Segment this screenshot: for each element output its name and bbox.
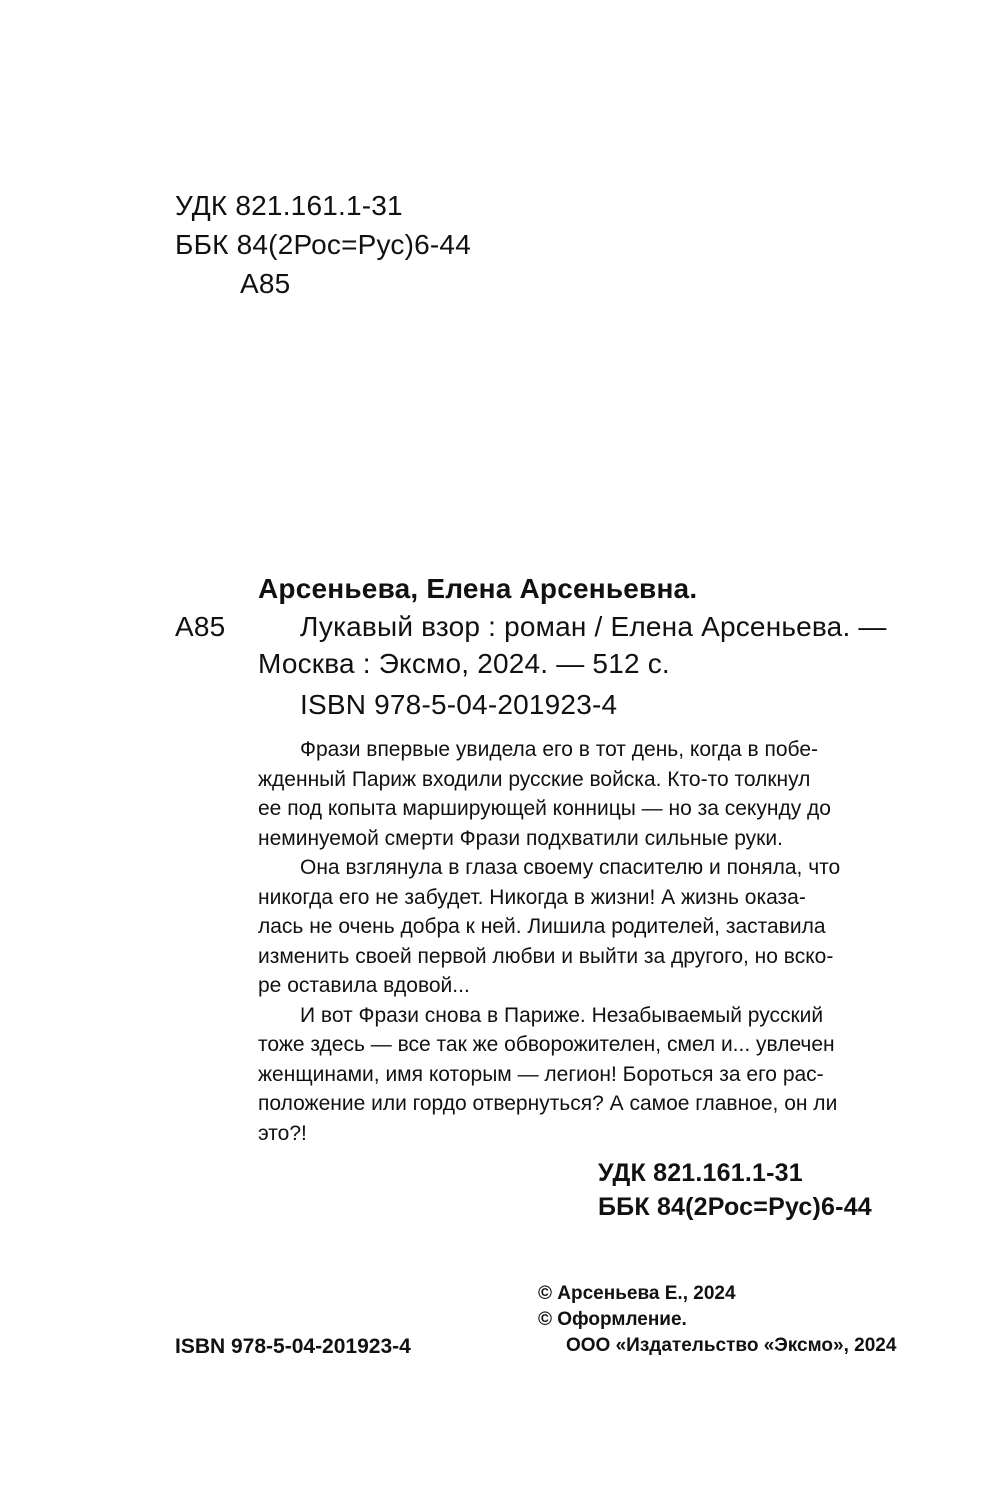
annotation-line: ее под копыта марширующей конницы — но за секунду до <box>258 797 831 820</box>
isbn-bottom: ISBN 978-5-04-201923-4 <box>175 1335 411 1358</box>
isbn-main: ISBN 978-5-04-201923-4 <box>300 689 618 720</box>
annotation-line: положение или гордо отвернуться? А самое главное, он ли <box>258 1092 838 1115</box>
author-code-side: А85 <box>175 611 226 642</box>
annotation-line: И вот Фрази снова в Париже. Незабываемый русский <box>300 1003 824 1027</box>
copyright-author: © Арсеньева Е., 2024 <box>538 1283 736 1304</box>
udk-code-bottom: УДК 821.161.1-31 <box>598 1159 803 1187</box>
annotation <box>258 735 890 1148</box>
annotation-line: ре оставила вдовой... <box>258 974 470 997</box>
annotation-line: неминуемой смерти Фрази подхватили сильные руки. <box>258 826 783 850</box>
copyright-design: © Оформление. <box>538 1309 687 1330</box>
title-line-2: Москва : Эксмо, 2024. — 512 с. <box>258 648 670 679</box>
annotation-line: Фрази впервые увидела его в тот день, когда в побе- <box>300 738 818 761</box>
annotation-line: жденный Париж входили русские войска. Кто-то толкнул <box>258 767 811 791</box>
title-line-1: Лукавый взор : роман / Елена Арсеньева. — <box>300 611 887 642</box>
annotation-line: это?! <box>258 1121 307 1145</box>
annotation-line: женщинами, имя которым — легион! Бороться за его рас- <box>258 1062 824 1086</box>
annotation-line: Она взглянула в глаза своему спасителю и поняла, что <box>300 856 841 879</box>
annotation-line: изменить своей первой любви и выйти за другого, но вско- <box>258 944 834 968</box>
bbk-code-bottom: ББК 84(2Рос=Рус)6-44 <box>598 1193 872 1221</box>
annotation-line: лась не очень добра к ней. Лишила родителей, заставила <box>258 915 826 938</box>
udk-code-top: УДК 821.161.1-31 <box>175 190 403 221</box>
author-code-top: А85 <box>240 268 291 299</box>
bbk-code-top: ББК 84(2Рос=Рус)6-44 <box>175 229 471 260</box>
author-heading: Арсеньева, Елена Арсеньевна. <box>258 573 698 604</box>
annotation-line: никогда его не забудет. Никогда в жизни! А жизнь оказа- <box>258 885 806 909</box>
copyright-publisher: ООО «Издательство «Эксмо», 2024 <box>566 1335 897 1356</box>
annotation-line: тоже здесь — все так же обворожителен, смел и... увлечен <box>258 1033 835 1056</box>
